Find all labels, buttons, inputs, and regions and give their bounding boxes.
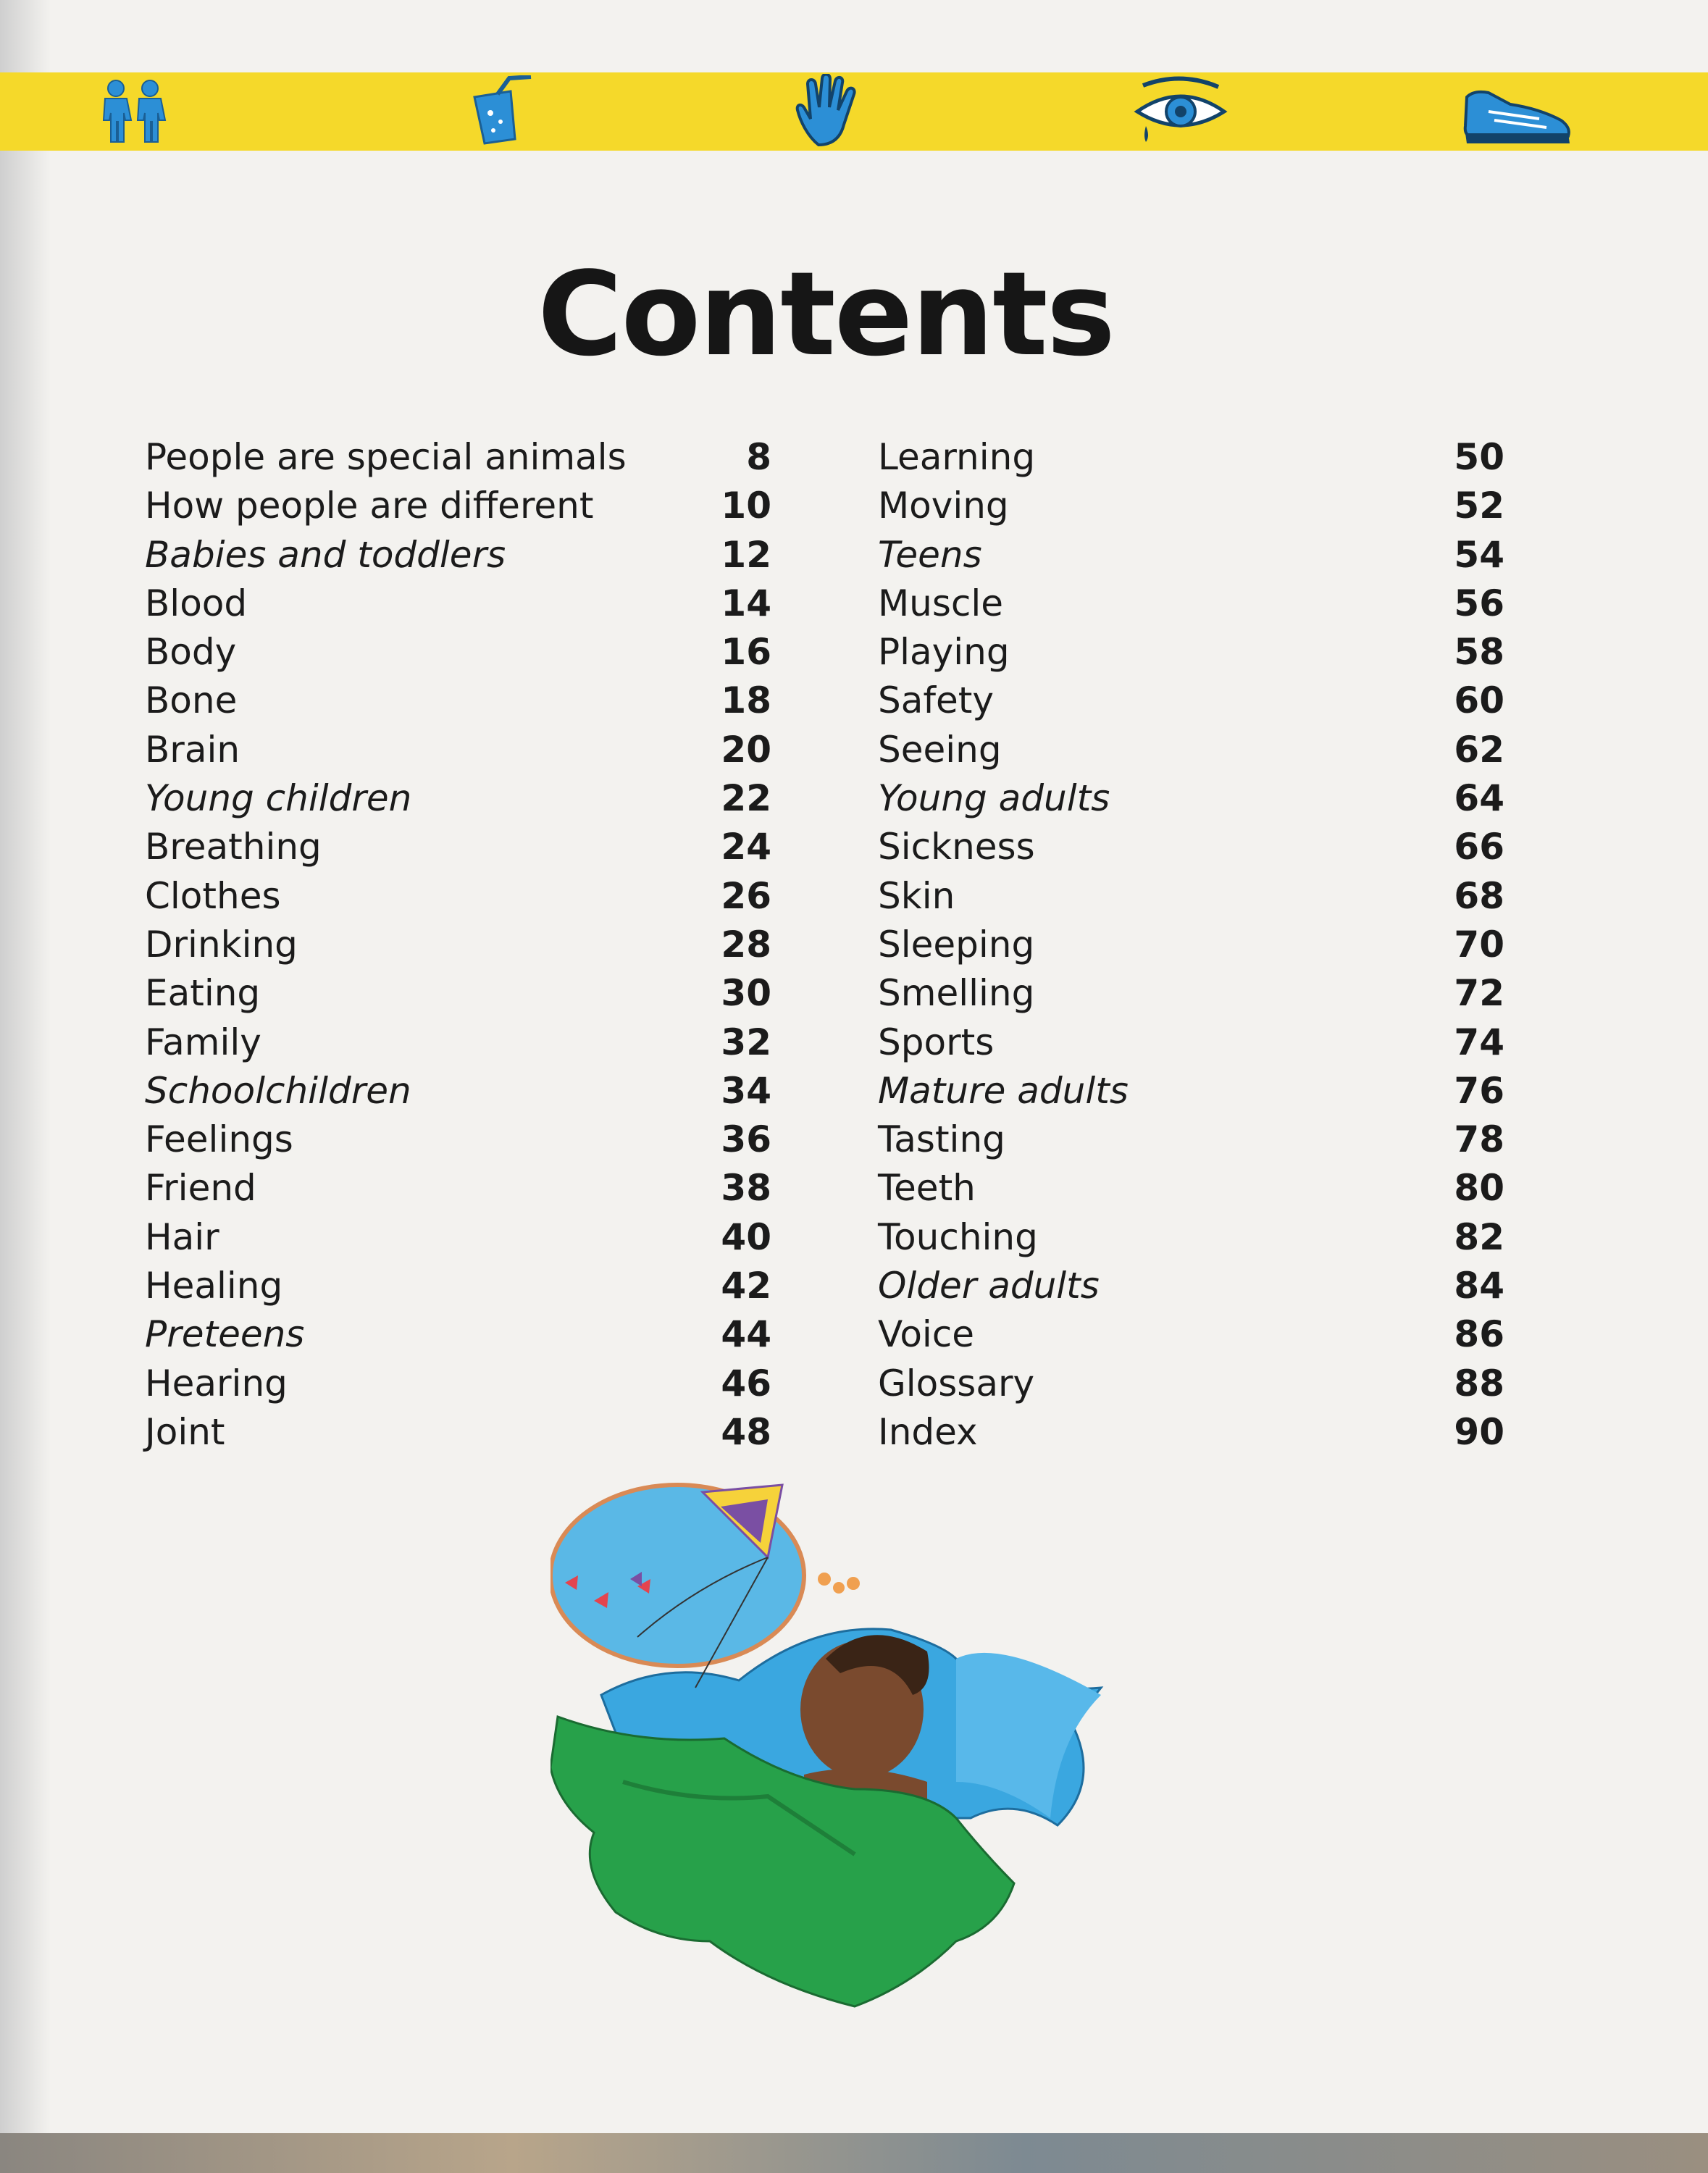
- entry-page-number: 32: [721, 1021, 771, 1063]
- contents-entry: [145, 579, 771, 628]
- entry-title: How people are different: [145, 485, 594, 527]
- entry-page-number: 42: [721, 1265, 771, 1307]
- entry-page-number: 76: [1454, 1069, 1504, 1112]
- contents-entry: [145, 823, 771, 871]
- contents-entry: [878, 921, 1504, 969]
- shoe-icon: [1456, 72, 1579, 151]
- contents-entry: [878, 969, 1504, 1018]
- entry-title: Glossary: [878, 1362, 1035, 1404]
- drink-cup-icon: [445, 72, 547, 151]
- contents-entry: [878, 531, 1504, 579]
- entry-title: Older adults: [878, 1265, 1100, 1307]
- page-title: Contents: [537, 246, 1114, 382]
- entry-page-number: 52: [1454, 485, 1504, 527]
- entry-title: Teens: [878, 533, 982, 576]
- entry-page-number: 26: [721, 874, 771, 917]
- entry-title: Schoolchildren: [145, 1069, 411, 1112]
- entry-page-number: 28: [721, 923, 771, 966]
- entry-page-number: 18: [721, 679, 771, 722]
- contents-entry: [145, 531, 771, 579]
- contents-entry: [878, 726, 1504, 774]
- entry-title: Smelling: [878, 972, 1035, 1015]
- contents-entry: [878, 774, 1504, 823]
- entry-title: Touching: [878, 1215, 1038, 1258]
- contents-entry: [145, 921, 771, 969]
- entry-title: Body: [145, 631, 237, 674]
- entry-page-number: 30: [721, 972, 771, 1015]
- entry-title: Babies and toddlers: [145, 533, 506, 576]
- eye-icon: [1130, 72, 1231, 151]
- entry-page-number: 72: [1454, 972, 1504, 1015]
- entry-title: Mature adults: [878, 1069, 1129, 1112]
- entry-page-number: 64: [1454, 777, 1504, 820]
- entry-title: Young children: [145, 777, 412, 820]
- contents-entry: [145, 1262, 771, 1310]
- entry-page-number: 58: [1454, 631, 1504, 674]
- contents-left-column: [145, 433, 771, 1457]
- entry-title: Index: [878, 1410, 978, 1453]
- entry-page-number: 50: [1454, 436, 1504, 478]
- contents-entry: [878, 1213, 1504, 1262]
- entry-page-number: 22: [721, 777, 771, 820]
- entry-title: Clothes: [145, 874, 281, 917]
- entry-title: Family: [145, 1021, 261, 1063]
- entry-page-number: 78: [1454, 1118, 1504, 1161]
- entry-title: Feelings: [145, 1118, 293, 1161]
- entry-page-number: 36: [721, 1118, 771, 1161]
- entry-page-number: 10: [721, 485, 771, 527]
- contents-entry: [145, 1164, 771, 1213]
- entry-title: Brain: [145, 728, 240, 771]
- contents-entry: [145, 1115, 771, 1164]
- contents-entry: [145, 1213, 771, 1262]
- entry-title: Playing: [878, 631, 1010, 674]
- entry-page-number: 40: [721, 1215, 771, 1258]
- contents-entry: [878, 1310, 1504, 1359]
- entry-title: Hair: [145, 1215, 219, 1258]
- contents-entry: [145, 482, 771, 530]
- entry-page-number: 38: [721, 1167, 771, 1210]
- page-bottom-edge: [0, 2133, 1708, 2173]
- contents-entry: [878, 1115, 1504, 1164]
- entry-title: Teeth: [878, 1167, 976, 1210]
- entry-title: Friend: [145, 1167, 256, 1210]
- contents-entry: [878, 1067, 1504, 1115]
- contents-entry: [145, 1310, 771, 1359]
- entry-title: Voice: [878, 1313, 975, 1356]
- entry-title: Muscle: [878, 582, 1004, 624]
- contents-entry: [145, 969, 771, 1018]
- entry-page-number: 54: [1454, 533, 1504, 576]
- header-icon-band: [0, 72, 1708, 151]
- entry-title: Joint: [145, 1410, 225, 1453]
- entry-page-number: 66: [1454, 826, 1504, 868]
- entry-title: Healing: [145, 1265, 283, 1307]
- contents-entry: [145, 872, 771, 921]
- entry-title: Bone: [145, 679, 238, 722]
- entry-title: Breathing: [145, 826, 322, 868]
- contents-entry: [145, 1360, 771, 1408]
- entry-page-number: 56: [1454, 582, 1504, 624]
- entry-page-number: 74: [1454, 1021, 1504, 1063]
- contents-entry: [878, 677, 1504, 725]
- entry-title: Drinking: [145, 923, 298, 966]
- entry-title: Sports: [878, 1021, 995, 1063]
- contents-entry: [878, 1164, 1504, 1213]
- entry-page-number: 88: [1454, 1362, 1504, 1404]
- contents-entry: [878, 823, 1504, 871]
- hand-icon: [779, 72, 880, 151]
- entry-page-number: 44: [721, 1313, 771, 1356]
- entry-page-number: 24: [721, 826, 771, 868]
- entry-page-number: 14: [721, 582, 771, 624]
- entry-title: Eating: [145, 972, 261, 1015]
- entry-page-number: 82: [1454, 1215, 1504, 1258]
- contents-entry: [145, 726, 771, 774]
- entry-page-number: 86: [1454, 1313, 1504, 1356]
- contents-entry: [145, 433, 771, 482]
- entry-page-number: 80: [1454, 1167, 1504, 1210]
- entry-page-number: 60: [1454, 679, 1504, 722]
- contents-entry: [145, 1067, 771, 1115]
- contents-entry: [145, 1018, 771, 1067]
- entry-page-number: 48: [721, 1410, 771, 1453]
- entry-title: Hearing: [145, 1362, 288, 1404]
- entry-page-number: 16: [721, 631, 771, 674]
- contents-entry: [145, 628, 771, 677]
- contents-entry: [145, 774, 771, 823]
- contents-entry: [878, 872, 1504, 921]
- entry-page-number: 84: [1454, 1265, 1504, 1307]
- entry-title: People are special animals: [145, 436, 627, 478]
- entry-title: Sleeping: [878, 923, 1035, 966]
- entry-title: Learning: [878, 436, 1036, 478]
- entry-title: Young adults: [878, 777, 1110, 820]
- entry-page-number: 70: [1454, 923, 1504, 966]
- contents-entry: [878, 433, 1504, 482]
- contents-entry: [878, 1262, 1504, 1310]
- entry-title: Sickness: [878, 826, 1035, 868]
- entry-page-number: 12: [721, 533, 771, 576]
- contents-entry: [145, 677, 771, 725]
- entry-title: Preteens: [145, 1313, 305, 1356]
- entry-title: Moving: [878, 485, 1009, 527]
- contents-right-column: [878, 433, 1504, 1457]
- contents-entry: [878, 482, 1504, 530]
- entry-page-number: 20: [721, 728, 771, 771]
- entry-page-number: 90: [1454, 1410, 1504, 1453]
- contents-entry: [878, 1018, 1504, 1067]
- contents-entry: [145, 1408, 771, 1457]
- entry-page-number: 68: [1454, 874, 1504, 917]
- entry-page-number: 62: [1454, 728, 1504, 771]
- entry-title: Safety: [878, 679, 994, 722]
- contents-entry: [878, 579, 1504, 628]
- entry-title: Blood: [145, 582, 248, 624]
- entry-page-number: 46: [721, 1362, 771, 1404]
- entry-title: Seeing: [878, 728, 1002, 771]
- entry-title: Skin: [878, 874, 955, 917]
- entry-page-number: 34: [721, 1069, 771, 1112]
- contents-entry: [878, 1408, 1504, 1457]
- entry-title: Tasting: [878, 1118, 1005, 1161]
- people-icon: [83, 72, 185, 151]
- contents-entry: [878, 628, 1504, 677]
- sleeping-boy-dreaming-of-kite-illustration: [551, 1478, 1115, 2014]
- entry-page-number: 8: [746, 436, 771, 478]
- contents-entry: [878, 1360, 1504, 1408]
